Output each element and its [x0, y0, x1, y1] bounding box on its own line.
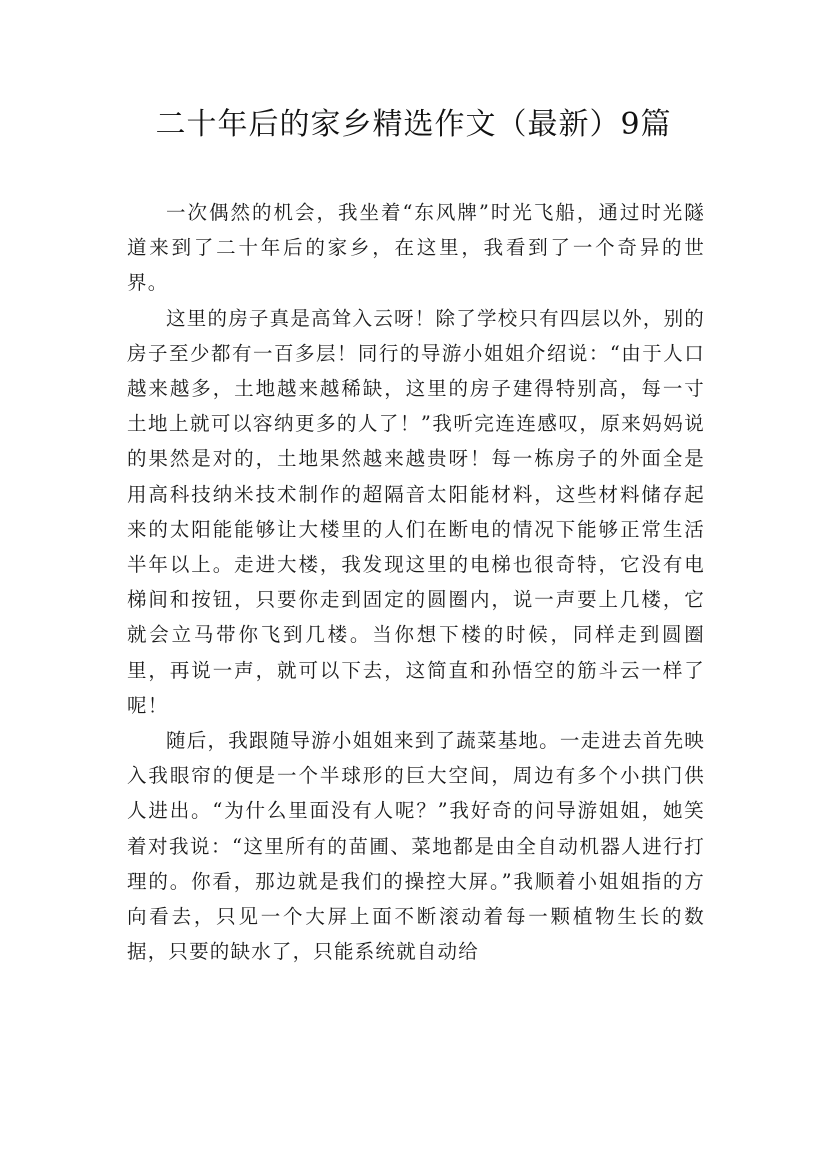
document-body — [127, 195, 705, 969]
paragraph-3: 随后，我跟随导游小姐姐来到了蔬菜基地。一走进去首先映入我眼帘的便是一个半球形的巨大空间，周边有多个小拱门供人进出。“为什么里面没有人呢？”我好奇的问导游姐姐，她笑着对我说：“这里所有的苗圃、菜地都是由全自动机器人进行打理的。你看，那边就是我们的操控大屏。”我顺着小姐姐指的方向看去，只见一个大屏上面不断滚动着每一颗植物生长的数据，只要的缺水了，只能系统就自动给 — [127, 729, 705, 964]
paragraph-2: 这里的房子真是高耸入云呀！除了学校只有四层以外，别的房子至少都有一百多层！同行的导游小姐姐介绍说：“由于人口越来越多，土地越来越稀缺，这里的房子建得特别高，每一寸土地上就可以容纳更多的人了！”我听完连连感叹，原来妈妈说的果然是对的，土地果然越来越贵呀！每一栋房子的外面全是用高科技纳米技术制作的超隔音太阳能材料，这些材料储存起来的太阳能能够让大楼里的人们在断电的情况下能够正常生活半年以上。走进大楼，我发现这里的电梯也很奇特，它没有电梯间和按钮，只要你走到固定的圆圈内，说一声要上几楼，它就会立马带你飞到几楼。当你想下楼的时候，同样走到圆圈里，再说一声，就可以下去，这简直和孙悟空的筋斗云一样了呢！ — [127, 306, 705, 717]
paragraph-1: 一次偶然的机会，我坐着“东风牌”时光飞船，通过时光隧道来到了二十年后的家乡，在这里，我看到了一个奇异的世界。 — [127, 201, 705, 295]
document-title: 二十年后的家乡精选作文（最新）9篇 — [155, 107, 672, 142]
